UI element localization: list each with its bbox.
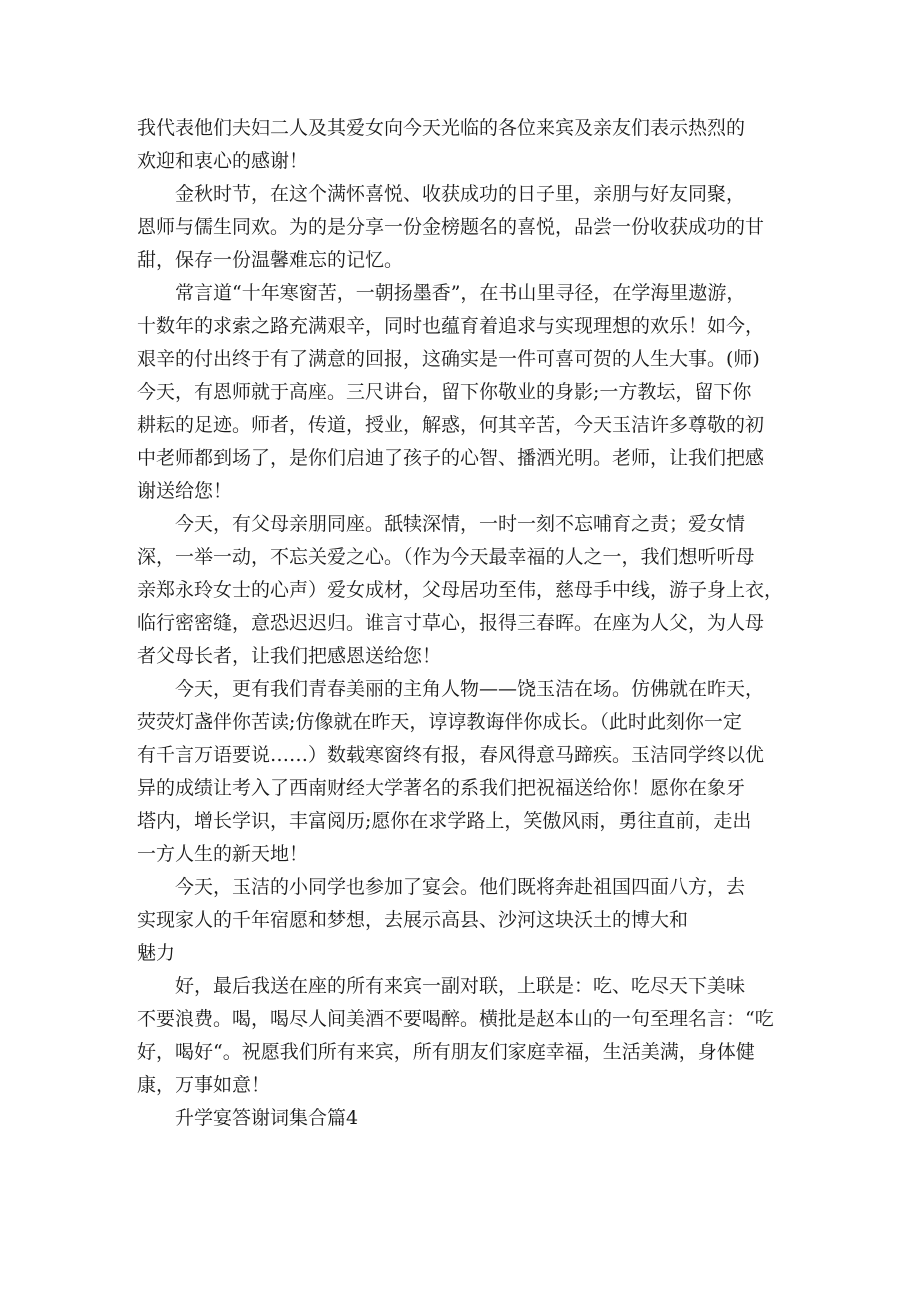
text-line: 异的成绩让考入了西南财经大学著名的系我们把祝福送给你！愿你在象牙 <box>137 777 746 799</box>
text-line: 耕耘的足迹。师者，传道，授业，解惑，何其辛苦，今天玉洁许多尊敬的初 <box>137 414 765 436</box>
text-line: 有千言万语要说……）数载寒窗终有报，春风得意马蹄疾。玉洁同学终以优 <box>137 744 765 766</box>
text-line: 十数年的求索之路充满艰辛，同时也蕴育着追求与实现理想的欢乐！如今， <box>137 315 765 337</box>
text-line: 荧荧灯盏伴你苦读;仿像就在昨天，谆谆教诲伴你成长。（此时此刻你一定 <box>137 711 742 733</box>
paragraph-student <box>137 673 789 871</box>
text-line: 好，最后我送在座的所有来宾一副对联，上联是：吃、吃尽天下美味 <box>175 975 746 997</box>
text-line: 康，万事如意！ <box>137 1074 271 1096</box>
paragraph-welcome <box>137 112 789 178</box>
text-line: 好，喝好“。祝愿我们所有来宾，所有朋友们家庭幸福，生活美满，身体健 <box>137 1041 755 1063</box>
text-line: 塔内，增长学识，丰富阅历;愿你在求学路上，笑傲风雨，勇往直前，走出 <box>137 810 752 832</box>
text-line: 甜，保存一份温馨难忘的记忆。 <box>137 249 404 271</box>
text-line: 今天，有恩师就于高座。三尺讲台，留下你敬业的身影;一方教坛，留下你 <box>137 381 752 403</box>
text-line: 今天，有父母亲朋同座。舐犊深情，一时一刻不忘哺育之责；爱女情 <box>175 513 746 535</box>
paragraph-parents <box>137 508 789 673</box>
section-heading: 升学宴答谢词集合篇4 <box>175 1107 359 1129</box>
text-line: 我代表他们夫妇二人及其爱女向今天光临的各位来宾及亲友们表示热烈的 <box>137 117 746 139</box>
text-line: 今天，更有我们青春美丽的主角人物——饶玉洁在场。仿佛就在昨天， <box>175 678 765 700</box>
text-line: 魅力 <box>137 942 176 964</box>
document-page <box>137 112 789 1135</box>
text-line: 不要浪费。喝，喝尽人间美酒不要喝醉。横批是赵本山的一句至理名言：“吃 <box>137 1008 774 1030</box>
text-line: 艰辛的付出终于有了满意的回报，这确实是一件可喜可贺的人生大事。(师) <box>137 348 760 370</box>
text-line: 恩师与儒生同欢。为的是分享一份金榜题名的喜悦，品尝一份收获成功的甘 <box>137 216 765 238</box>
text-line: 欢迎和衷心的感谢！ <box>137 150 309 172</box>
text-line: 实现家人的千年宿愿和梦想，去展示高县、沙河这块沃土的博大和 <box>137 909 689 931</box>
text-line: 者父母长者，让我们把感恩送给您！ <box>137 645 442 667</box>
text-line: 临行密密缝，意恐迟迟归。谁言寸草心，报得三春晖。在座为人父，为人母 <box>137 612 765 634</box>
text-line: 金秋时节，在这个满怀喜悦、收获成功的日子里，亲朋与好友同聚， <box>175 183 746 205</box>
text-line: 亲郑永玲女士的心声）爱女成材，父母居功至伟，慈母手中线，游子身上衣， <box>137 579 784 601</box>
paragraph-autumn <box>137 178 789 277</box>
paragraph-classmates <box>137 871 789 970</box>
text-line: 谢送给您！ <box>137 480 233 502</box>
paragraph-couplet <box>137 970 789 1102</box>
text-line: 一方人生的新天地！ <box>137 843 309 865</box>
text-line: 深，一举一动，不忘关爱之心。（作为今天最幸福的人之一，我们想听听母 <box>137 546 755 568</box>
text-line: 中老师都到场了，是你们启迪了孩子的心智、播洒光明。老师，让我们把感 <box>137 447 765 469</box>
paragraph-teachers <box>137 277 789 508</box>
text-line: 今天，玉洁的小同学也参加了宴会。他们既将奔赴祖国四面八方，去 <box>175 876 746 898</box>
text-line: 常言道“十年寒窗苦，一朝扬墨香”，在书山里寻径，在学海里遨游， <box>175 282 746 304</box>
